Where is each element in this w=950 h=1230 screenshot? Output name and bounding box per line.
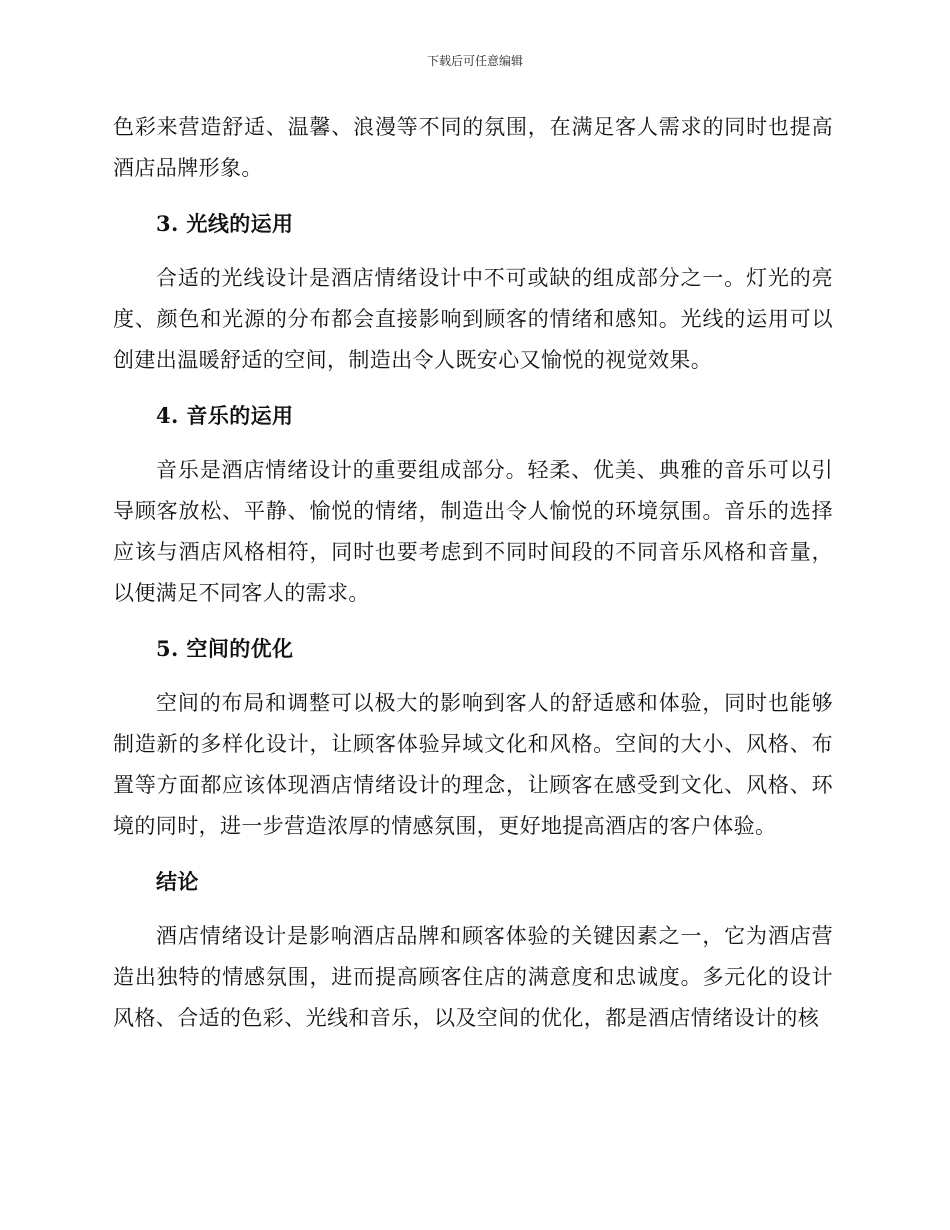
page-header: 下载后可任意编辑 [426, 54, 523, 68]
paragraph-music: 音乐是酒店情绪设计的重要组成部分。轻柔、优美、典雅的音乐可以引导顾客放松、平静、愉悦的情绪，制造出令人愉悦的环境氛围。音乐的选择应该与酒店风格相符，同时也要考虑到不同时间段的不同音乐风格和音量，以便满足不同客人的需求。 [113, 458, 833, 605]
heading-lighting: 3. 光线的运用 [156, 211, 294, 236]
paragraph-conclusion: 酒店情绪设计是影响酒店品牌和顾客体验的关键因素之一，它为酒店营造出独特的情感氛围，进而提高顾客住店的满意度和忠诚度。多元化的设计风格、合适的色彩、光线和音乐，以及空间的优化，都是酒店情绪设计的核 [113, 924, 833, 1030]
paragraph-space: 空间的布局和调整可以极大的影响到客人的舒适感和体验，同时也能够制造新的多样化设计，让顾客体验异域文化和风格。空间的大小、风格、布置等方面都应该体现酒店情绪设计的理念，让顾客在感受到文化、风格、环境的同时，进一步营造浓厚的情感氛围，更好地提高酒店的客户体验。 [113, 691, 833, 838]
paragraph-lighting: 合适的光线设计是酒店情绪设计中不可或缺的组成部分之一。灯光的亮度、颜色和光源的分布都会直接影响到顾客的情绪和感知。光线的运用可以创建出温暖舒适的空间，制造出令人既安心又愉悦的视觉效果。 [113, 266, 833, 372]
paragraph-color-continuation: 色彩来营造舒适、温馨、浪漫等不同的氛围，在满足客人需求的同时也提高酒店品牌形象。 [113, 115, 833, 180]
heading-space: 5. 空间的优化 [156, 636, 294, 661]
heading-conclusion: 结论 [156, 869, 199, 894]
heading-music: 4. 音乐的运用 [156, 403, 294, 428]
document-body [113, 107, 833, 1053]
